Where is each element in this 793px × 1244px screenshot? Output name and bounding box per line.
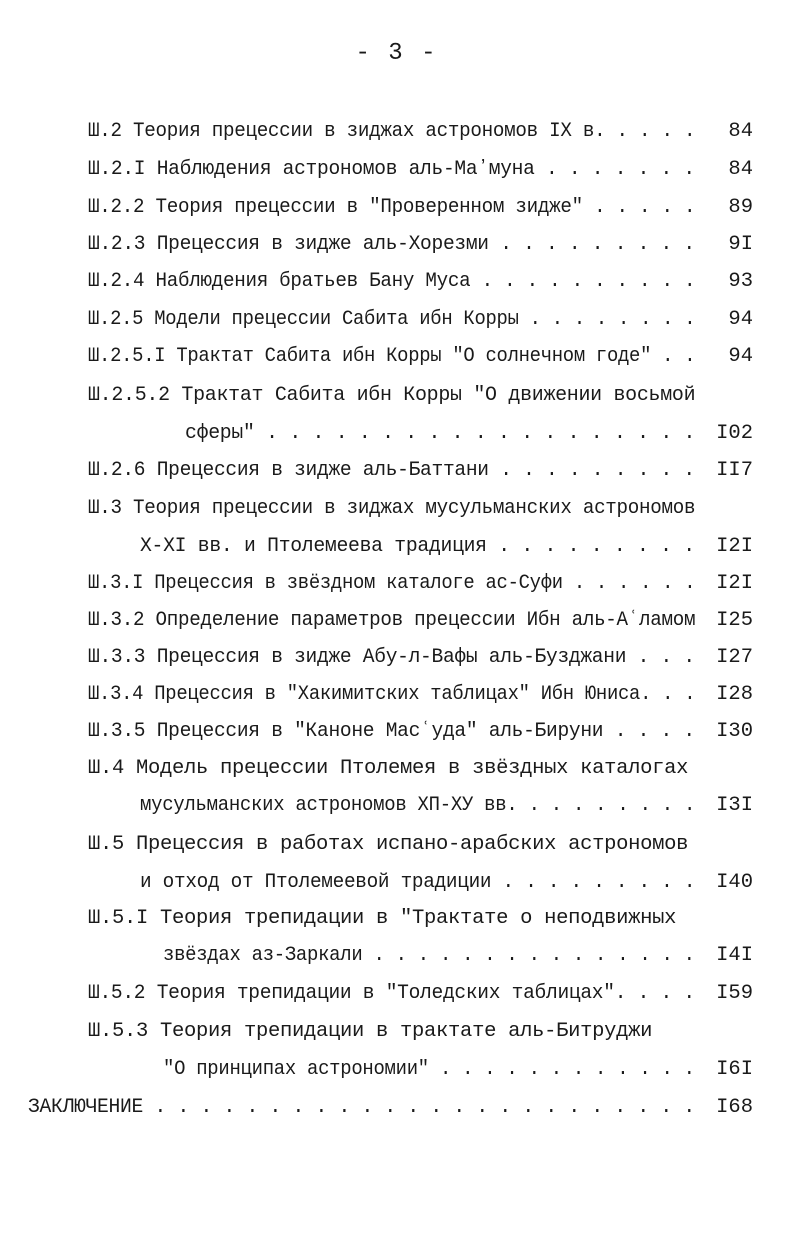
toc-entry-text: Ш.3 Теория прецессии в зиджах мусульманских астрономов [88, 497, 696, 520]
toc-entry-text: Ш.2.5 Модели прецессии Сабита ибн Корры . . . . . . . . [88, 308, 696, 331]
toc-entry-text: Ш.2.I Наблюдения астрономов аль-Маʼмуна . . . . . . . [88, 158, 695, 181]
toc-entry-page: I3I [716, 794, 753, 817]
toc-entry-text: Ш.5 Прецессия в работах испано-арабских астрономов [88, 833, 689, 856]
toc-entry-text: Ш.2.5.2 Трактат Сабита ибн Корры "О движении восьмой [88, 384, 696, 407]
page-number: - 3 - [355, 40, 438, 67]
toc-entry-text: "О принципах астрономии" . . . . . . . . . . . . [163, 1058, 695, 1081]
toc-entry-page: I40 [716, 871, 753, 894]
toc-entry-text: Ш.4 Модель прецессии Птолемея в звёздных каталогах [88, 757, 689, 780]
toc-entry-page: I59 [716, 982, 753, 1005]
toc-entry-text: Ш.3.3 Прецессия в зидже Абу-л-Вафы аль-Бузджани . . . [88, 646, 695, 669]
toc-entry-page: 94 [728, 308, 753, 331]
toc-entry-page: 89 [728, 196, 753, 219]
toc-entry-page: I2I [716, 535, 753, 558]
toc-entry-text: ЗАКЛЮЧЕНИЕ . . . . . . . . . . . . . . . . . . . . . . . . [28, 1096, 695, 1119]
toc-entry-page: 93 [728, 270, 753, 293]
toc-entry-page: I30 [716, 720, 753, 743]
toc-entry-text: Ш.3.5 Прецессия в "Каноне Масʿуда" аль-Бируни . . . . [88, 720, 695, 743]
toc-entry-text: Ш.2 Теория прецессии в зиджах астрономов IX в. . . . . [88, 120, 696, 143]
toc-entry-text: Ш.2.2 Теория прецессии в "Проверенном зидже" . . . . . [88, 196, 696, 219]
toc-entry-text: Ш.2.4 Наблюдения братьев Бану Муса . . . . . . . . . . [88, 270, 696, 293]
toc-entry-text: Ш.5.I Теория трепидации в "Трактате о неподвижных [88, 907, 677, 930]
toc-entry-page: 94 [728, 345, 753, 368]
toc-entry-text: Ш.2.3 Прецессия в зидже аль-Хорезми . . . . . . . . . [88, 233, 695, 256]
toc-entry-text: мусульманских астрономов ХП-ХУ вв. . . . . . . . . [140, 794, 696, 817]
toc-entry-text: Ш.5.3 Теория трепидации в трактате аль-Битруджи [88, 1020, 653, 1043]
toc-entry-page: 84 [728, 120, 753, 143]
toc-entry-text: Ш.5.2 Теория трепидации в "Толедских таблицах". . . . [88, 982, 695, 1005]
toc-entry-text: сферы" . . . . . . . . . . . . . . . . . . . [185, 422, 696, 445]
toc-entry-page: I68 [716, 1096, 753, 1119]
toc-entry-text: Ш.3.I Прецессия в звёздном каталоге ас-Суфи . . . . . . [88, 572, 696, 595]
toc-entry-page: 84 [728, 158, 753, 181]
toc-entry-page: I28 [716, 683, 753, 706]
toc-entry-page: I02 [716, 422, 753, 445]
toc-entry-page: II7 [716, 459, 753, 482]
toc-entry-page: I25 [716, 609, 753, 632]
toc-entry-text: Ш.2.5.I Трактат Сабита ибн Корры "О солнечном годе" . . [88, 345, 696, 368]
toc-entry-text: и отход от Птолемеевой традиции . . . . . . . . . [140, 871, 696, 894]
toc-entry-page: 9I [728, 233, 753, 256]
toc-entry-text: Ш.3.2 Определение параметров прецессии Ибн аль-Аʿламом [88, 609, 696, 632]
toc-entry-page: I27 [716, 646, 753, 669]
toc-entry-text: Ш.2.6 Прецессия в зидже аль-Баттани . . . . . . . . . [88, 459, 695, 482]
toc-entry-page: I4I [716, 944, 753, 967]
toc-entry-text: звёздах аз-Заркали . . . . . . . . . . . . . . . [163, 944, 695, 967]
toc-entry-page: I2I [716, 572, 753, 595]
toc-entry-text: Х-XI вв. и Птолемеева традиция . . . . . . . . . [140, 535, 695, 558]
toc-entry-text: Ш.3.4 Прецессия в "Хакимитских таблицах" Ибн Юниса. . . [88, 683, 696, 706]
toc-entry-page: I6I [716, 1058, 753, 1081]
